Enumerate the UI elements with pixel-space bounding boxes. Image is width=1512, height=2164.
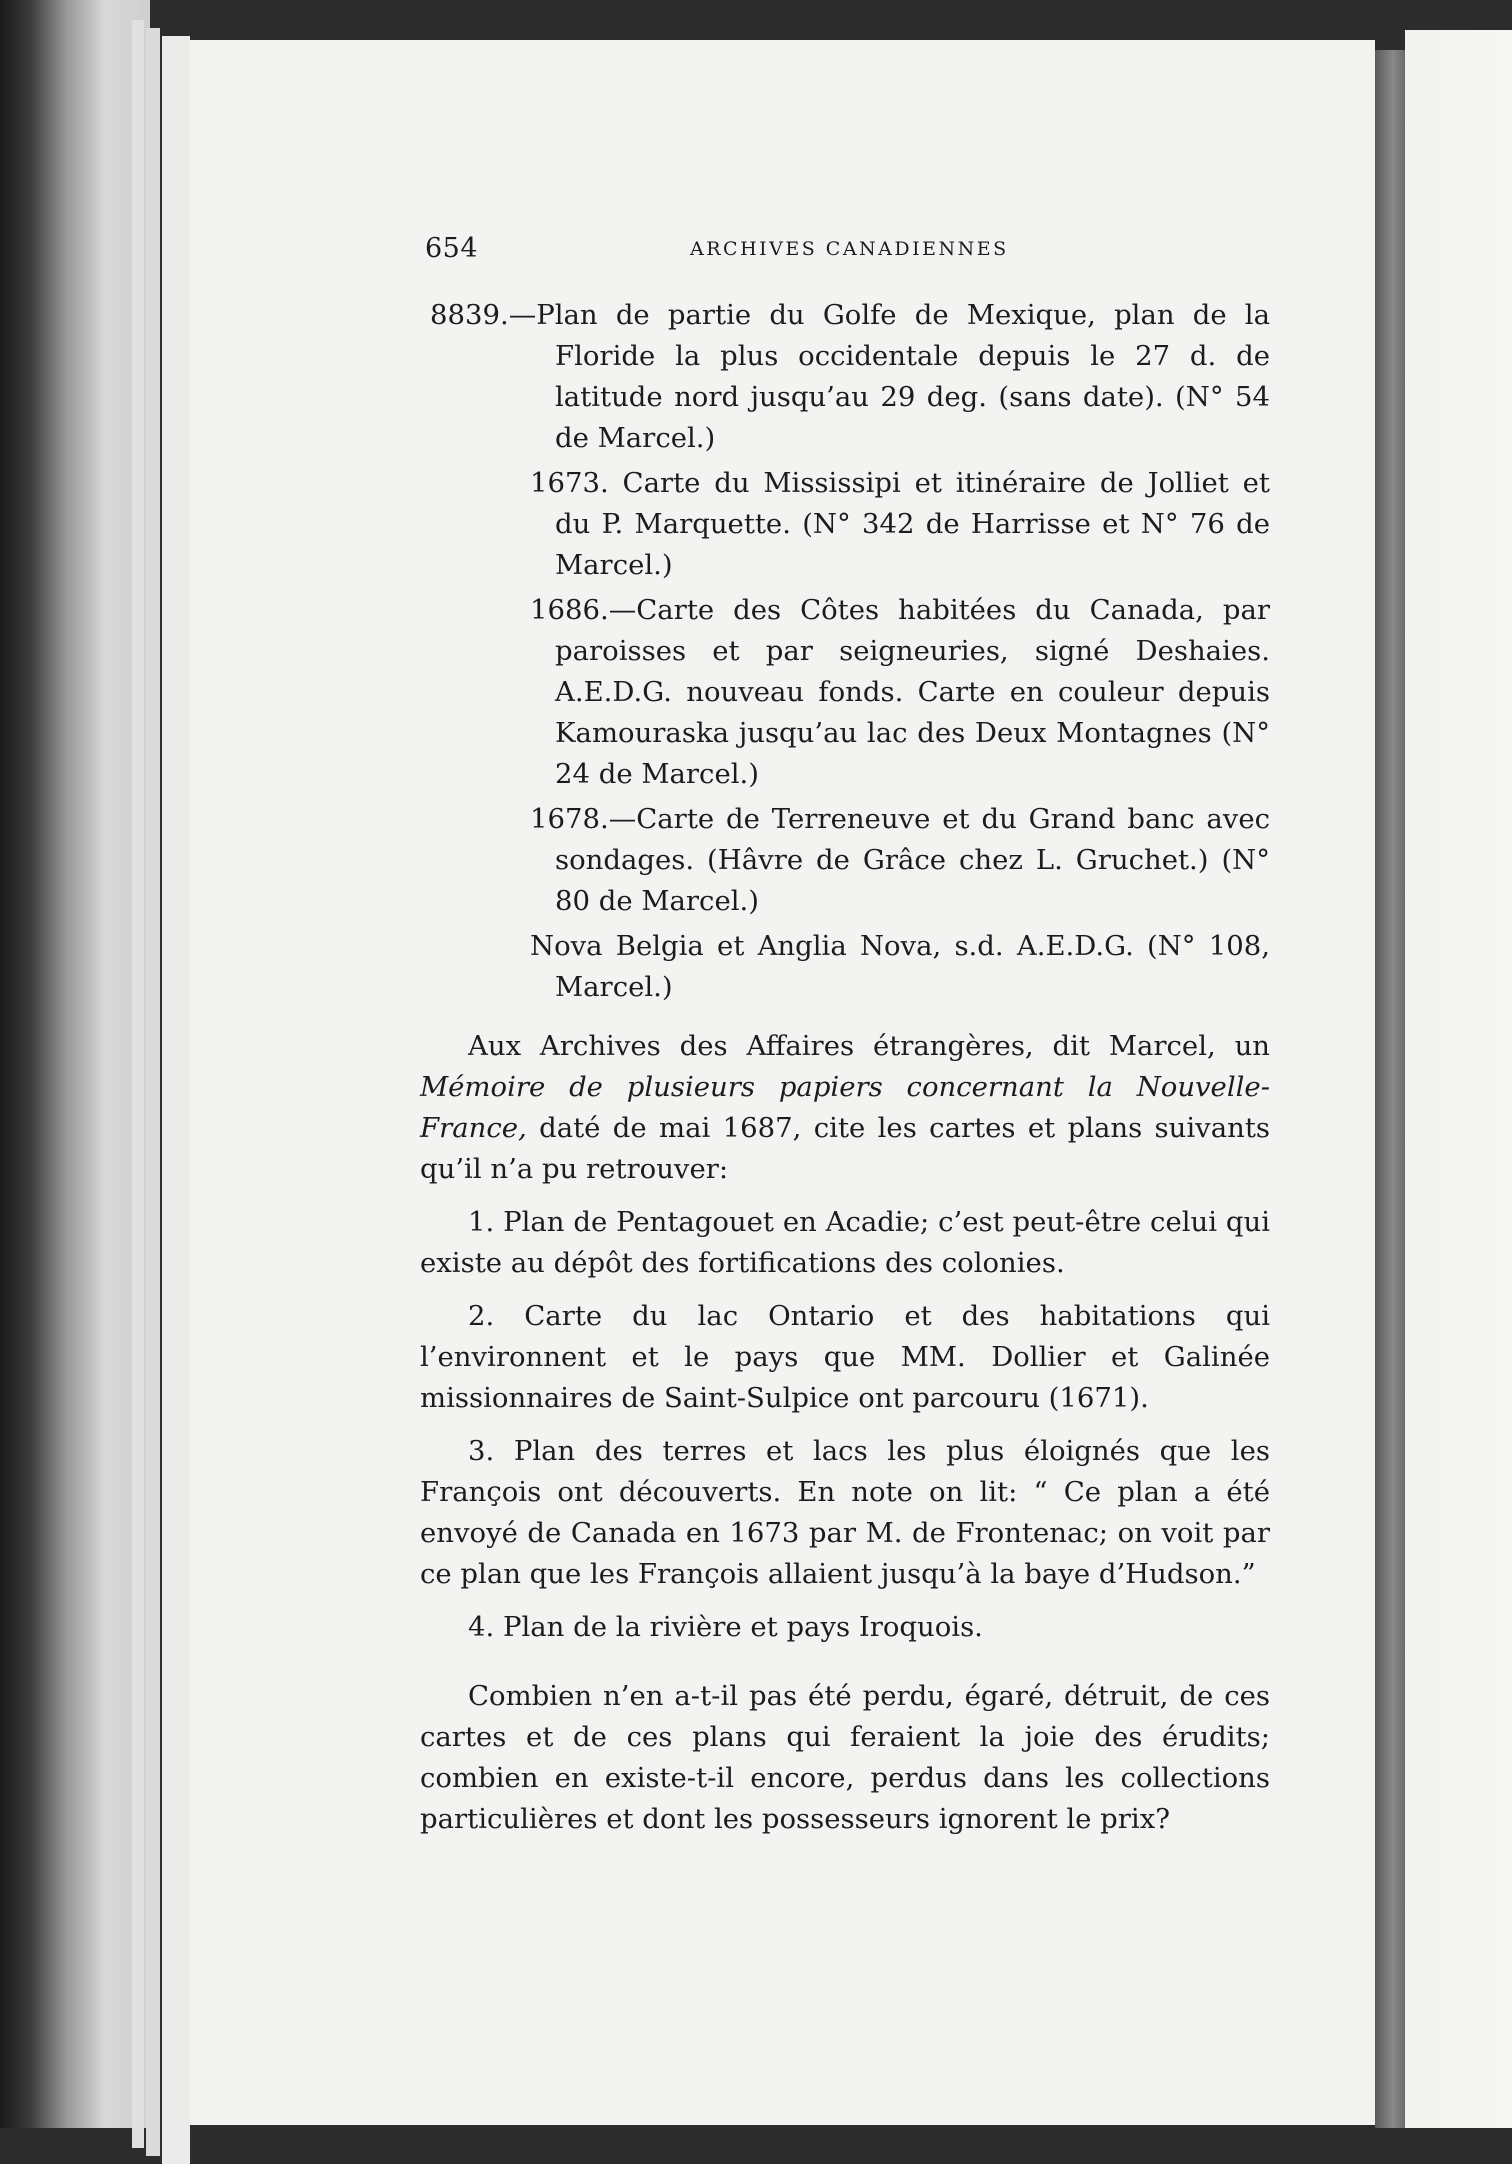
entry-text: Nova Belgia et Anglia Nova, s.d. A.E.D.G. (N° 108, Marcel.) [530,930,1270,1003]
catalog-entry [420,463,1270,586]
catalog-entry [420,799,1270,922]
list-item: 2. Carte du lac Ontario et des habitations qui l’environnent et le pays que MM. Dollier et Galinée missionnaires de Saint-Sulpice ont parcouru (1671). [420,1300,1270,1414]
entry-date: 1673. [530,467,609,499]
entry-text: Carte de Terreneuve et du Grand banc avec sondages. (Hâvre de Grâce chez L. Gruchet.) (N° 80 de Marcel.) [555,803,1270,917]
gutter-shadow [1375,50,1405,2128]
entry-text: Carte des Côtes habitées du Canada, par paroisses et par seigneuries, signé Deshaies. A.E.D.G. nouveau fonds. Carte en couleur depuis Kamouraska jusqu’au lac des Deux Montagnes (N° 24 de Marcel.) [555,594,1270,790]
intro-paragraph [420,1026,1270,1190]
page-stack-edge [132,20,144,2148]
entry-date: 1686.— [530,594,637,626]
catalog-entry [420,295,1270,459]
page-stack-edge [120,0,130,2128]
list-item: 3. Plan des terres et lacs les plus éloignés que les François ont découverts. En note on lit: “ Ce plan a été envoyé de Canada en 1673 par M. de Frontenac; on voit par ce plan que les François allaient jusqu’à la baye d’Hudson.” [420,1435,1270,1590]
entry-date: 1678.— [530,803,637,835]
list-item: 1. Plan de Pentagouet en Acadie; c’est peut-être celui qui existe au dépôt des fortifications des colonies. [420,1206,1270,1279]
entry-number: 8839.— [430,299,537,331]
memoir-title: Mémoire de plusieurs papiers concernant la Nouvelle-France, [420,1071,1270,1144]
page-stack-edge [146,28,160,2156]
list-item: 4. Plan de la rivière et pays Iroquois. [468,1611,983,1643]
entry-text: Plan de partie du Golfe de Mexique, plan de la Floride la plus occidentale depuis le 27 d. de latitude nord jusqu’au 29 deg. (sans date). (N° 54 de Marcel.) [536,299,1270,454]
closing-paragraph: Combien n’en a-t-il pas été perdu, égaré, détruit, de ces cartes et de ces plans qui feraient la joie des érudits; combien en existe-t-il encore, perdus dans les collections particulières et dont les possesseurs ignorent le prix? [420,1680,1270,1835]
facing-page-edge [1405,30,1512,2128]
page-body [420,295,1270,1840]
intro-text: daté de mai 1687, cite les cartes et plans suivants qu’il n’a pu retrouver: [420,1112,1270,1185]
running-head: ARCHIVES CANADIENNES [690,238,1009,260]
page-number: 654 [425,233,479,264]
page-stack-edge [162,36,190,2164]
entry-text: Carte du Mississipi et itinéraire de Jolliet et du P. Marquette. (N° 342 de Harrisse et N° 76 de Marcel.) [555,467,1270,581]
catalog-entry [420,590,1270,795]
intro-text: Aux Archives des Affaires étrangères, dit Marcel, un [468,1030,1270,1062]
catalog-entry [420,926,1270,1008]
